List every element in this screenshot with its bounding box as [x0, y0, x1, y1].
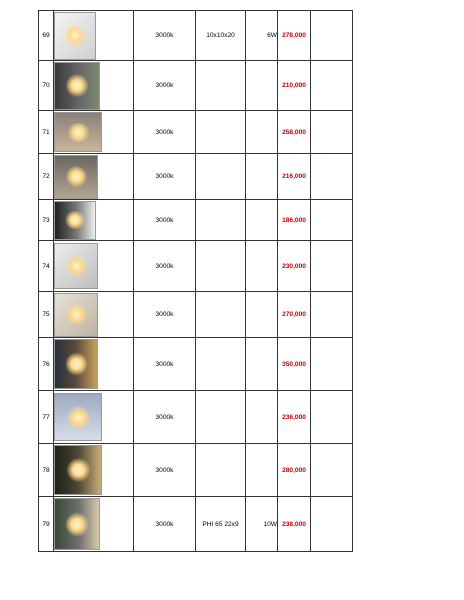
wall-lamp-three-photo	[54, 155, 98, 199]
lamp-glow	[67, 123, 90, 142]
row-number: 72	[39, 154, 54, 200]
note-cell	[311, 111, 353, 154]
size-cell	[196, 111, 246, 154]
lamp-glow	[66, 255, 87, 277]
product-image-cell	[54, 497, 134, 552]
price-cell: 350,000	[278, 338, 311, 391]
note-cell	[311, 200, 353, 241]
wall-lamp-zigzag-photo	[54, 243, 98, 289]
color-temperature-cell: 3000k	[134, 61, 196, 111]
wall-lamp-dark-photo	[54, 62, 100, 110]
price-cell: 210,000	[278, 61, 311, 111]
color-temperature-cell: 3000k	[134, 111, 196, 154]
note-cell	[311, 497, 353, 552]
color-temperature-cell: 3000k	[134, 444, 196, 497]
lamp-glow	[66, 74, 88, 97]
wattage-cell	[246, 200, 278, 241]
color-temperature-cell: 3000k	[134, 391, 196, 444]
table-body	[39, 11, 353, 552]
color-temperature-cell: 3000k	[134, 292, 196, 338]
row-number: 69	[39, 11, 54, 61]
row-number: 78	[39, 444, 54, 497]
price-cell: 270,000	[278, 292, 311, 338]
note-cell	[311, 241, 353, 292]
table-row	[39, 241, 353, 292]
color-temperature-cell: 3000k	[134, 11, 196, 61]
wattage-cell	[246, 111, 278, 154]
price-cell: 236,000	[278, 391, 311, 444]
wall-lamp-zigzag-3-photo	[54, 293, 98, 337]
product-price-table	[38, 10, 353, 552]
note-cell	[311, 154, 353, 200]
row-number: 79	[39, 497, 54, 552]
table-row	[39, 497, 353, 552]
table-row	[39, 444, 353, 497]
wall-lamp-white-photo	[54, 12, 96, 60]
wattage-cell	[246, 61, 278, 111]
table-row	[39, 200, 353, 241]
color-temperature-cell: 3000k	[134, 200, 196, 241]
product-image-cell	[54, 11, 134, 61]
wattage-cell	[246, 292, 278, 338]
lamp-glow	[67, 458, 90, 482]
row-number: 77	[39, 391, 54, 444]
wall-lamp-tall-photo	[54, 339, 98, 389]
lamp-glow	[65, 24, 85, 47]
wall-lamp-cylinder-photo	[54, 498, 100, 550]
size-cell	[196, 391, 246, 444]
color-temperature-cell: 3000k	[134, 497, 196, 552]
table-row	[39, 11, 353, 61]
row-number: 76	[39, 338, 54, 391]
color-temperature-cell: 3000k	[134, 154, 196, 200]
wattage-cell	[246, 338, 278, 391]
product-image-cell	[54, 391, 134, 444]
color-temperature-cell: 3000k	[134, 241, 196, 292]
wall-lamp-black-photo	[54, 201, 96, 240]
table-row	[39, 292, 353, 338]
note-cell	[311, 338, 353, 391]
price-cell: 278,000	[278, 11, 311, 61]
table-row	[39, 61, 353, 111]
lamp-glow	[66, 352, 87, 376]
note-cell	[311, 391, 353, 444]
wall-lamp-night-photo	[54, 445, 102, 495]
lamp-glow	[66, 304, 87, 325]
product-image-cell	[54, 444, 134, 497]
lamp-glow	[65, 211, 85, 230]
product-image-cell	[54, 154, 134, 200]
wattage-cell	[246, 154, 278, 200]
price-cell: 186,000	[278, 200, 311, 241]
size-cell: 10x10x20	[196, 11, 246, 61]
wall-lamp-multi-photo	[54, 112, 102, 152]
price-cell: 280,000	[278, 444, 311, 497]
row-number: 73	[39, 200, 54, 241]
size-cell	[196, 292, 246, 338]
size-cell: PHI 65 22x9	[196, 497, 246, 552]
wall-lamp-row-photo	[54, 393, 102, 441]
wattage-cell	[246, 444, 278, 497]
size-cell	[196, 61, 246, 111]
product-image-cell	[54, 292, 134, 338]
wattage-cell: 10W	[246, 497, 278, 552]
price-cell: 216,000	[278, 154, 311, 200]
note-cell	[311, 61, 353, 111]
row-number: 74	[39, 241, 54, 292]
wattage-cell: 6W	[246, 11, 278, 61]
table-row	[39, 154, 353, 200]
product-image-cell	[54, 111, 134, 154]
table-row	[39, 338, 353, 391]
row-number: 71	[39, 111, 54, 154]
row-number: 70	[39, 61, 54, 111]
note-cell	[311, 444, 353, 497]
wattage-cell	[246, 391, 278, 444]
product-image-cell	[54, 241, 134, 292]
color-temperature-cell: 3000k	[134, 338, 196, 391]
size-cell	[196, 200, 246, 241]
size-cell	[196, 154, 246, 200]
wattage-cell	[246, 241, 278, 292]
price-cell: 258,000	[278, 111, 311, 154]
size-cell	[196, 338, 246, 391]
lamp-glow	[66, 512, 88, 537]
product-image-cell	[54, 61, 134, 111]
price-cell: 238,000	[278, 497, 311, 552]
note-cell	[311, 11, 353, 61]
product-image-cell	[54, 200, 134, 241]
price-cell: 230,000	[278, 241, 311, 292]
size-cell	[196, 241, 246, 292]
lamp-glow	[67, 406, 90, 429]
row-number: 75	[39, 292, 54, 338]
table-row	[39, 391, 353, 444]
product-image-cell	[54, 338, 134, 391]
table-row	[39, 111, 353, 154]
lamp-glow	[66, 166, 87, 187]
size-cell	[196, 444, 246, 497]
note-cell	[311, 292, 353, 338]
